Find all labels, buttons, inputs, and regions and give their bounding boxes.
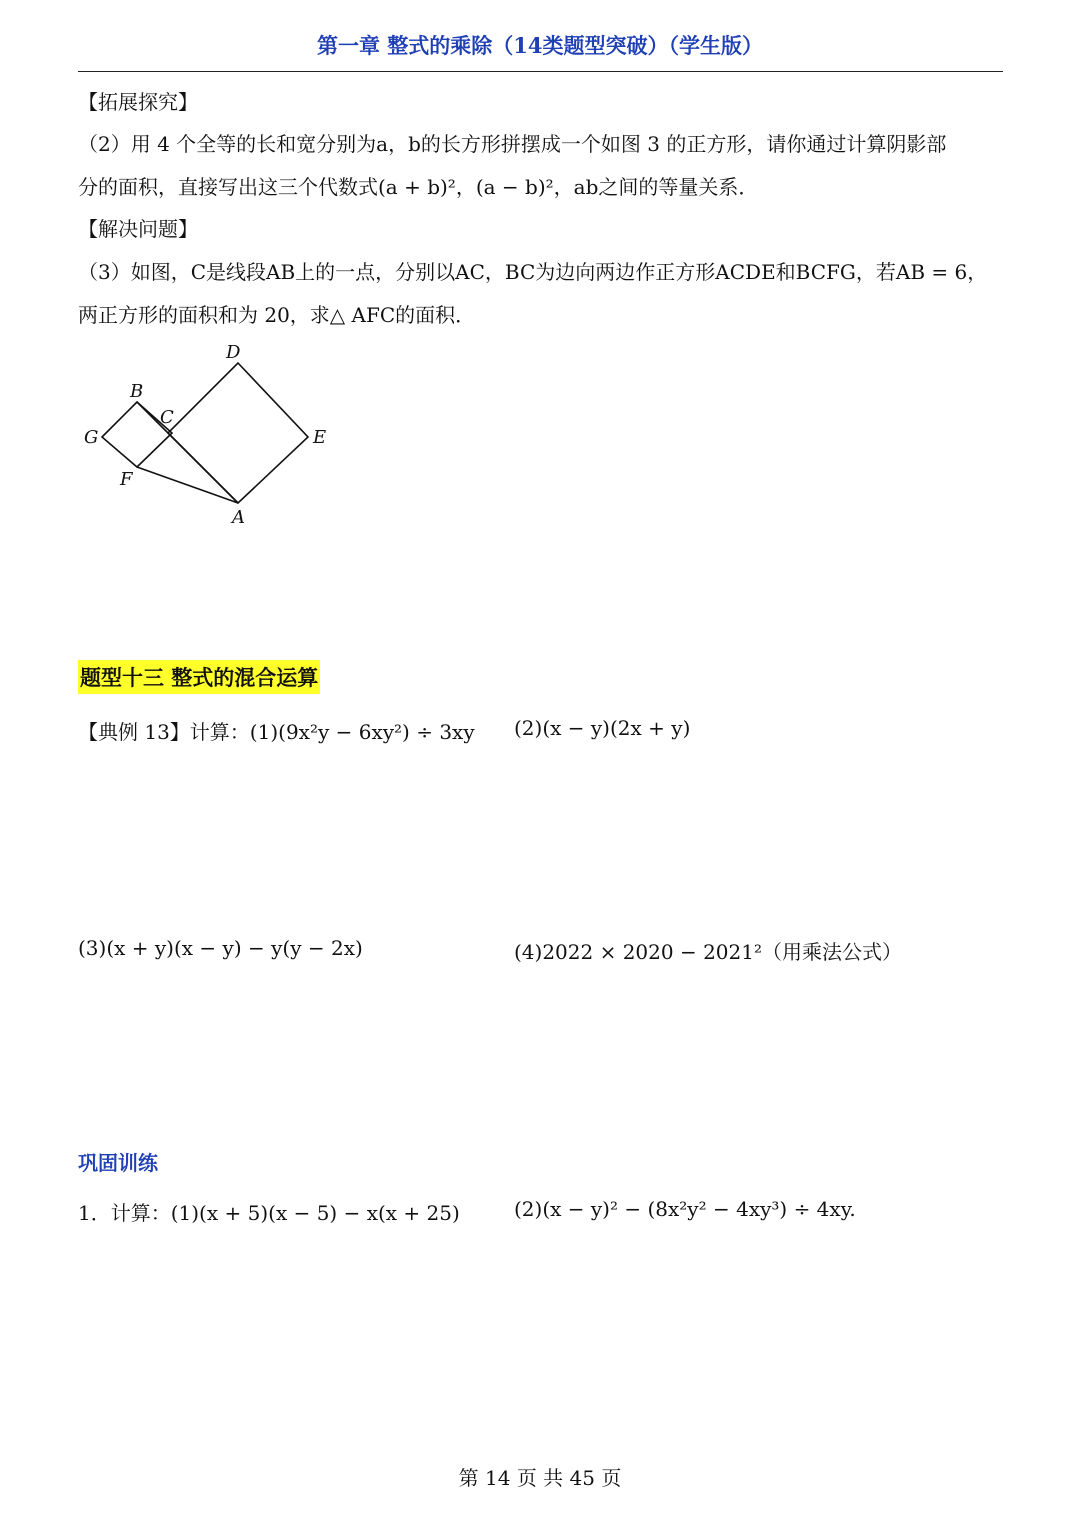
example-13-part-3: (3)(x + y)(x − y) − y(y − 2x)	[78, 936, 363, 960]
square-acde	[168, 363, 308, 503]
question-3-line-1: （3）如图，C是线段AB上的一点，分别以AC，BC为边向两边作正方形ACDE和BCFG，若AB = 6，	[78, 260, 988, 284]
label-a: A	[232, 507, 245, 528]
practice-question-1-part-1: 1．计算：(1)(x + 5)(x − 5) − x(x + 25)	[78, 1201, 460, 1225]
label-g: G	[84, 427, 99, 448]
page-header-title: 第一章 整式的乘除（14类题型突破）（学生版）	[316, 33, 764, 58]
section-13-title: 题型十三 整式的混合运算	[78, 660, 320, 694]
example-13-part-2: (2)(x − y)(2x + y)	[514, 716, 691, 740]
label-f: F	[120, 469, 133, 490]
question-3-line-2: 两正方形的面积和为 20，求△ AFC的面积．	[78, 303, 476, 327]
label-e: E	[313, 427, 327, 448]
segment-fa	[137, 467, 238, 503]
page-footer: 第 14 页 共 45 页	[458, 1466, 622, 1490]
label-d: D	[226, 342, 241, 363]
question-2-line-1: （2）用 4 个全等的长和宽分别为a，b的长方形拼摆成一个如图 3 的正方形，请你通过计算阴影部	[78, 132, 947, 156]
solve-heading: 【解决问题】	[78, 217, 198, 241]
example-13-part-4: (4)2022 × 2020 − 2021²（用乘法公式）	[514, 940, 902, 964]
header-divider	[78, 71, 1003, 72]
question-2-line-2: 分的面积，直接写出这三个代数式(a + b)²，(a − b)²，ab之间的等量关系．	[78, 175, 759, 199]
example-13-part-1: 【典例 13】计算：(1)(9x²y − 6xy²) ÷ 3xy	[78, 720, 475, 744]
practice-heading: 巩固训练	[78, 1151, 158, 1175]
label-c: C	[160, 407, 174, 428]
geometry-figure	[70, 335, 360, 535]
extension-heading: 【拓展探究】	[78, 90, 198, 114]
label-b: B	[130, 381, 144, 402]
practice-question-1-part-2: (2)(x − y)² − (8x²y² − 4xy³) ÷ 4xy.	[514, 1197, 856, 1221]
